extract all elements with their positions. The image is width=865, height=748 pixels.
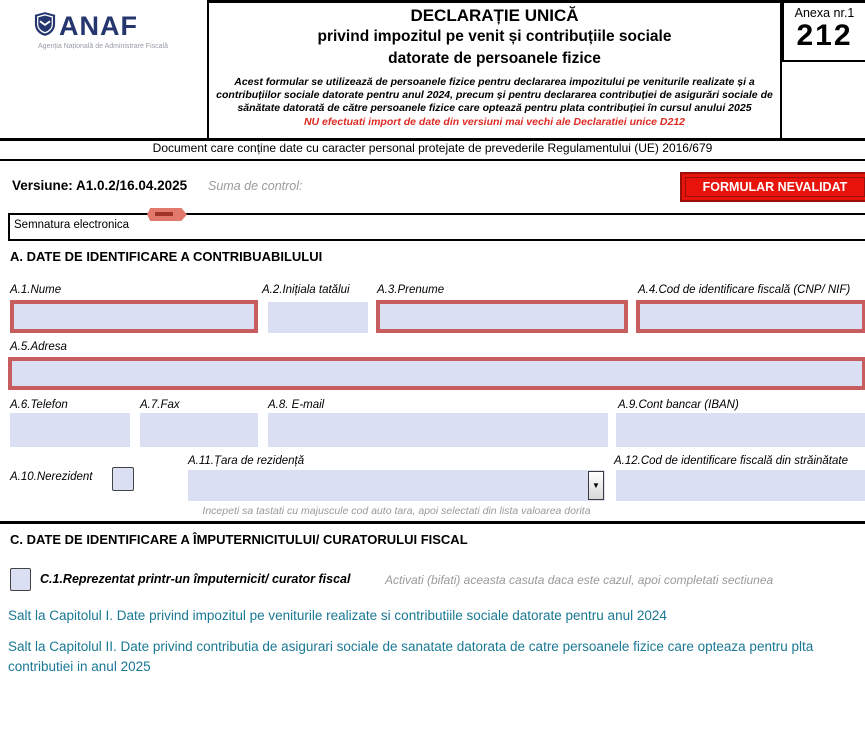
gdpr-divider bbox=[0, 159, 865, 161]
input-a6-telefon[interactable] bbox=[10, 413, 130, 447]
c1-hint-text: Activati (bifati) aceasta casuta daca este cazul, apoi completati sectiunea bbox=[385, 573, 774, 587]
input-a12-cod-strainatate[interactable] bbox=[616, 470, 865, 501]
section-divider bbox=[0, 521, 865, 524]
label-a8-email: A.8. E-mail bbox=[268, 399, 325, 411]
link-chapter-1[interactable]: Salt la Capitolul I. Date privind impozitul pe veniturile realizate si contributiile sociale datorate pentru anul 2024 bbox=[8, 608, 667, 623]
annex-label: Anexa nr.1 bbox=[794, 6, 855, 20]
input-a5-adresa[interactable] bbox=[8, 357, 865, 390]
version-label: Versiune: bbox=[12, 178, 73, 193]
anaf-shield-icon bbox=[34, 11, 56, 42]
electronic-signature-field[interactable] bbox=[8, 213, 865, 241]
label-a6-telefon: A.6.Telefon bbox=[10, 399, 68, 411]
dropdown-arrow-icon[interactable]: ▼ bbox=[588, 471, 604, 500]
anaf-logo bbox=[34, 11, 184, 50]
input-a9-iban[interactable] bbox=[616, 413, 865, 447]
section-c-title: C. DATE DE IDENTIFICARE A ÎMPUTERNICITULUI/ CURATORULUI FISCAL bbox=[10, 532, 468, 547]
label-a3-prenume: A.3.Prenume bbox=[377, 284, 445, 296]
label-a10-nerezident: A.10.Nerezident bbox=[10, 471, 93, 483]
label-a4-cnp: A.4.Cod de identificare fiscală (CNP/ NIF) bbox=[638, 284, 851, 296]
input-a3-prenume[interactable] bbox=[376, 300, 628, 333]
annotation-marker-icon bbox=[147, 208, 187, 221]
form-title-block bbox=[207, 0, 782, 138]
label-a2-initiala: A.2.Inițiala tatălui bbox=[262, 284, 350, 296]
annex-box bbox=[782, 0, 865, 62]
anaf-brand-text: ANAF bbox=[59, 11, 138, 41]
import-warning-text: NU efectuati import de date din versiuni mai vechi ale Declaratiei unice D212 bbox=[303, 116, 686, 128]
checkbox-a10-nerezident[interactable] bbox=[112, 467, 134, 491]
form-number: 212 bbox=[796, 19, 853, 52]
anaf-tagline: Agenția Națională de Administrare Fiscală bbox=[38, 43, 168, 50]
form-title-line2: privind impozitul pe venit și contribuțiile sociale bbox=[317, 28, 672, 45]
gdpr-note: Document care conține date cu caracter personal protejate de prevederile Regulamentului (UE) 2016/679 bbox=[152, 141, 713, 155]
input-a1-nume[interactable] bbox=[10, 300, 258, 333]
input-a11-tara-rezidenta[interactable] bbox=[188, 470, 605, 501]
section-a-title: A. DATE DE IDENTIFICARE A CONTRIBUABILULUI bbox=[10, 249, 323, 264]
input-a8-email[interactable] bbox=[268, 413, 608, 447]
version-text bbox=[12, 178, 187, 193]
label-a7-fax: A.7.Fax bbox=[140, 399, 180, 411]
version-value: A1.0.2/16.04.2025 bbox=[76, 178, 188, 193]
label-c1-reprezentat: C.1.Reprezentat printr-un împuternicit/ curator fiscal bbox=[40, 572, 351, 586]
label-a1-nume: A.1.Nume bbox=[10, 284, 62, 296]
label-a12-cod-strainatate: A.12.Cod de identificare fiscală din străinătate bbox=[614, 455, 848, 467]
form-title-line3: datorate de persoanele fizice bbox=[388, 50, 601, 67]
input-a2-initiala[interactable] bbox=[268, 302, 368, 333]
a11-hint-text: Incepeti sa tastati cu majuscule cod auto tara, apoi selectati din lista valoarea dorita bbox=[202, 505, 591, 517]
label-a5-adresa: A.5.Adresa bbox=[10, 341, 67, 353]
form-invalid-button[interactable]: FORMULAR NEVALIDAT bbox=[680, 172, 865, 202]
checkbox-c1-imputernicit[interactable] bbox=[10, 568, 31, 591]
input-a7-fax[interactable] bbox=[140, 413, 258, 447]
signature-label: Semnatura electronica bbox=[14, 219, 130, 231]
label-a11-tara: A.11.Țara de rezidență bbox=[188, 455, 305, 467]
form-description: Acest formular se utilizează de persoanele fizice pentru declararea impozitului pe veniturile realizate și a contribuțiilor sociale datorate pentru anul 2024, precum și pentru declararea contribuției de asigurări sociale de sănătate datorată de către persoanele fizice care optează pentru plata contribuției în cursul anului 2025 bbox=[216, 76, 773, 114]
form-title-line1: DECLARAȚIE UNICĂ bbox=[410, 6, 579, 25]
input-a4-cnp[interactable] bbox=[636, 300, 865, 333]
link-chapter-2[interactable]: Salt la Capitolul II. Date privind contributia de asigurari sociale de sanatate datorata de catre persoanele fizice care opteaza pentru plta contributiei in anul 2025 bbox=[8, 639, 814, 674]
label-a9-iban: A.9.Cont bancar (IBAN) bbox=[618, 399, 739, 411]
checksum-label: Suma de control: bbox=[208, 179, 303, 193]
